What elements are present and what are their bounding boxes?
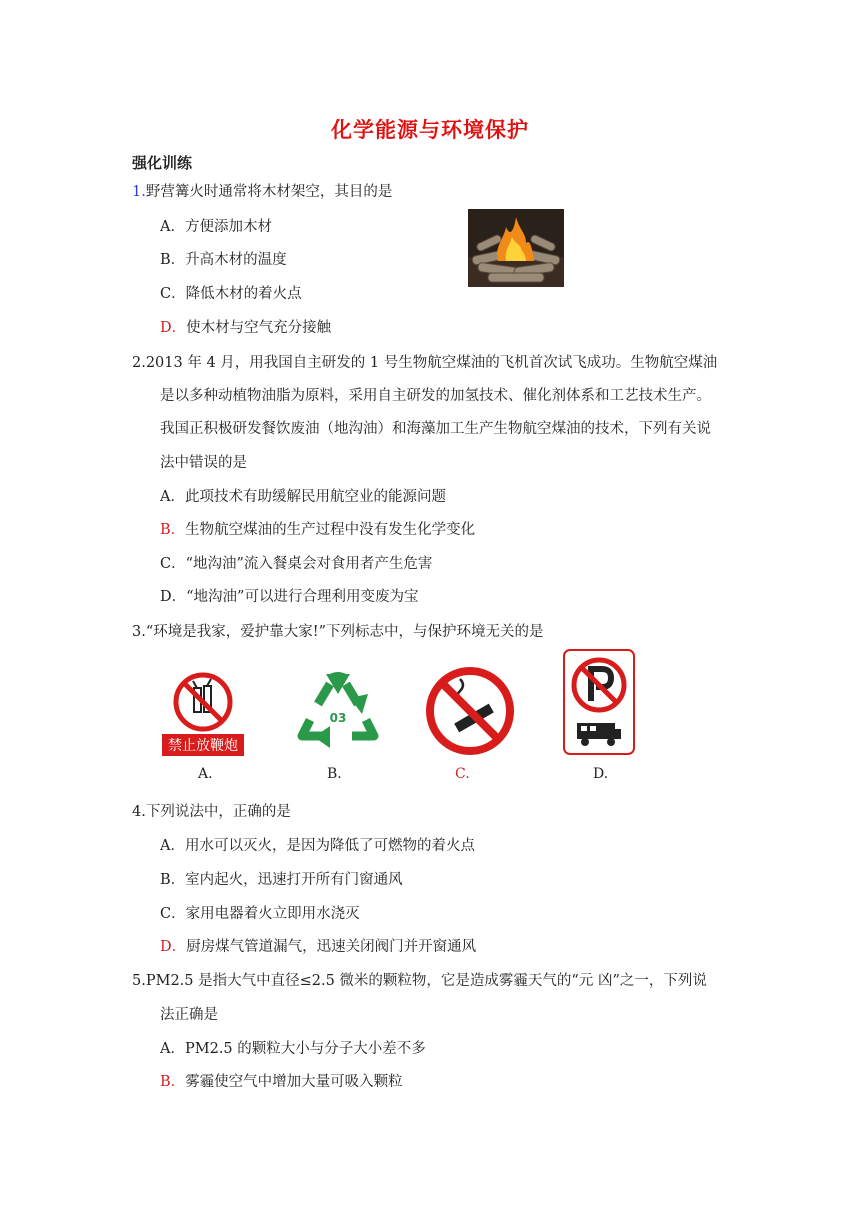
q1-option-a: A．方便添加木材 xyxy=(160,219,272,235)
q1-option-b: B．升高木材的温度 xyxy=(160,252,287,268)
q4-option-a: A．用水可以灭火，是因为降低了可燃物的着火点 xyxy=(160,838,475,854)
question-2-line-1: 2.2013 年 4 月，用我国自主研发的 1 号生物航空煤油的飞机首次试飞成功。生物航空煤油 xyxy=(132,355,718,371)
recycle-sign xyxy=(290,668,386,758)
no-parking-sign xyxy=(563,649,635,755)
q2-option-a: A．此项技术有助缓解民用航空业的能源问题 xyxy=(160,489,446,505)
sign-d-label: D. xyxy=(593,766,609,782)
question-5-line-2: 法正确是 xyxy=(160,1007,218,1023)
q4-option-d: D．厨房煤气管道漏气，迅速关闭阀门并开窗通风 xyxy=(160,939,477,955)
q2-option-b: B．生物航空煤油的生产过程中没有发生化学变化 xyxy=(160,522,476,538)
question-text: 野营篝火时通常将木材架空，其目的是 xyxy=(145,184,393,200)
campfire-image xyxy=(468,209,564,287)
question-2-line-4: 法中错误的是 xyxy=(160,455,247,471)
sign-b-label: B. xyxy=(327,766,342,782)
sign-c-label: C. xyxy=(455,766,470,782)
recycle-code: 03 xyxy=(329,711,347,725)
q2-option-d: D．“地沟油”可以进行合理利用变废为宝 xyxy=(160,589,419,605)
q4-option-b: B．室内起火，迅速打开所有门窗通风 xyxy=(160,872,403,888)
section-heading: 强化训练 xyxy=(132,154,193,172)
question-3: 3.“环境是我家，爱护靠大家!”下列标志中，与保护环境无关的是 xyxy=(132,624,544,640)
question-2-line-3: 我国正积极研发餐饮废油（地沟油）和海藻加工生产生物航空煤油的技术，下列有关说 xyxy=(160,421,711,437)
q1-option-d: D．使木材与空气充分接触 xyxy=(160,320,332,336)
question-2-line-2: 是以多种动植物油脂为原料，采用自主研发的加氢技术、催化剂体系和工艺技术生产。 xyxy=(160,388,711,404)
question-5-line-1: 5.PM2.5 是指大气中直径≤2.5 微米的颗粒物，它是造成雾霾天气的“元 凶”之一，下列说 xyxy=(132,973,707,989)
no-smoking-sign xyxy=(424,665,516,757)
q4-option-c: C．家用电器着火立即用水浇灭 xyxy=(160,906,360,922)
sign-a-label: A. xyxy=(198,766,213,782)
sign-a-text: 禁止放鞭炮 xyxy=(168,738,238,754)
q5-option-b: B．雾霾使空气中增加大量可吸入颗粒 xyxy=(160,1074,403,1090)
question-4: 4.下列说法中，正确的是 xyxy=(132,804,291,820)
question-number: 1. xyxy=(132,184,146,200)
question-1 xyxy=(132,180,392,201)
q5-option-a: A．PM2.5 的颗粒大小与分子大小差不多 xyxy=(160,1041,426,1057)
no-firecrackers-sign xyxy=(160,668,246,758)
page-title: 化学能源与环境保护 xyxy=(331,118,529,142)
q2-option-c: C．“地沟油”流入餐桌会对食用者产生危害 xyxy=(160,556,433,572)
q1-option-c: C．降低木材的着火点 xyxy=(160,286,302,302)
